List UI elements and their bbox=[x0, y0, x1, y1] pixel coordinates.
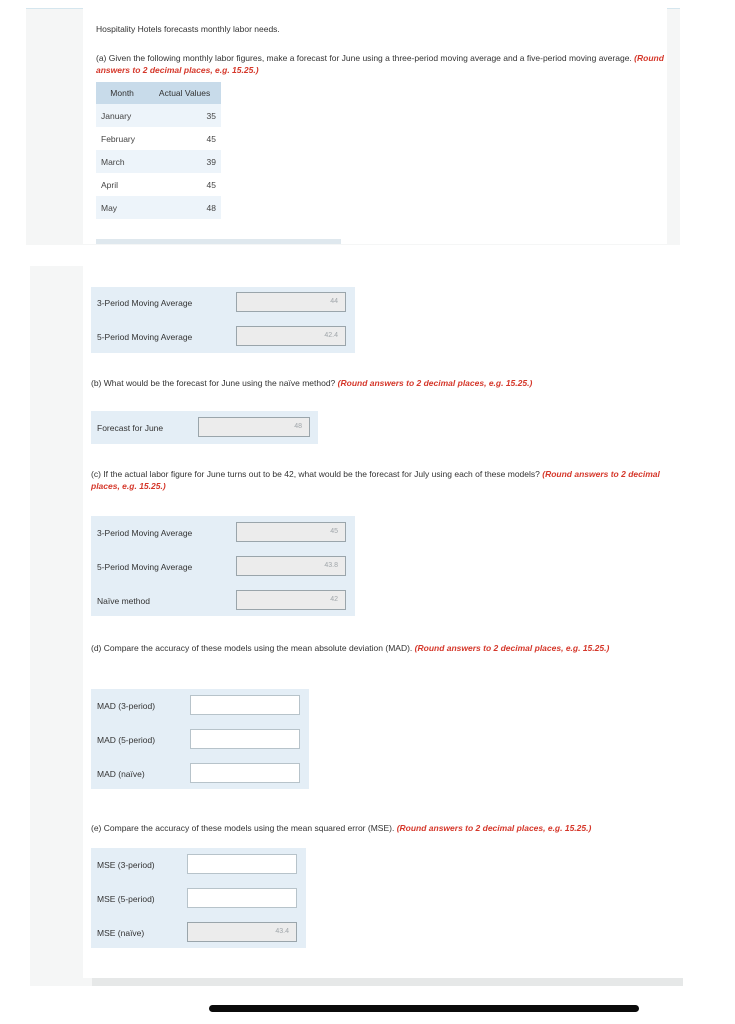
value-cell: 35 bbox=[148, 104, 221, 127]
table-row bbox=[96, 150, 221, 173]
answer-label-mse-3-period: MSE (3-period) bbox=[97, 860, 155, 870]
part-a-question bbox=[96, 52, 666, 76]
part-b-question bbox=[91, 377, 661, 389]
answer-input-mse-naive[interactable]: 43.4 bbox=[187, 922, 297, 942]
answer-label-july-3-period: 3-Period Moving Average bbox=[97, 528, 193, 538]
part-e-rounding: (Round answers to 2 decimal places, e.g. 15.25.) bbox=[396, 823, 592, 833]
answer-label-mad-3-period: MAD (3-period) bbox=[97, 701, 156, 711]
table-row bbox=[96, 173, 221, 196]
month-cell: March bbox=[96, 150, 148, 173]
answer-input-forecast-june[interactable]: 48 bbox=[198, 417, 310, 437]
table-row bbox=[96, 127, 221, 150]
value-cell: 48 bbox=[148, 196, 221, 219]
part-a-rounding: (Round answers to 2 decimal places, e.g. 15.25.) bbox=[96, 53, 664, 75]
month-cell: May bbox=[96, 196, 148, 219]
part-d-question bbox=[91, 642, 661, 654]
answer-label-mad-5-period: MAD (5-period) bbox=[97, 735, 156, 745]
answer-label-july-5-period: 5-Period Moving Average bbox=[97, 562, 193, 572]
answer-input-mse-3-period[interactable] bbox=[187, 854, 297, 874]
part-c-rounding: (Round answers to 2 decimal places, e.g. 15.25.) bbox=[91, 469, 660, 491]
answer-input-3-period[interactable]: 44 bbox=[236, 292, 346, 312]
section-divider bbox=[96, 239, 341, 244]
answer-label-5-period: 5-Period Moving Average bbox=[97, 332, 193, 342]
answer-label-mad-naive: MAD (naïve) bbox=[97, 769, 145, 779]
part-b-question-text: (b) What would be the forecast for June using the naïve method? bbox=[91, 378, 336, 388]
table-row bbox=[96, 104, 221, 127]
answer-input-5-period[interactable]: 42.4 bbox=[236, 326, 346, 346]
answer-input-july-naive[interactable]: 42 bbox=[236, 590, 346, 610]
part-e-question-text: (e) Compare the accuracy of these models using the mean squared error (MSE). bbox=[91, 823, 395, 833]
month-cell: January bbox=[96, 104, 148, 127]
part-b-rounding: (Round answers to 2 decimal places, e.g. 15.25.) bbox=[337, 378, 533, 388]
part-c-question-text: (c) If the actual labor figure for June turns out to be 42, what would be the forecast for July using each of these models? bbox=[91, 469, 540, 479]
intro-text: Hospitality Hotels forecasts monthly labor needs. bbox=[96, 24, 280, 34]
labor-table bbox=[96, 82, 221, 219]
answer-label-mse-5-period: MSE (5-period) bbox=[97, 894, 155, 904]
home-indicator[interactable] bbox=[209, 1005, 639, 1012]
answer-label-mse-naive: MSE (naïve) bbox=[97, 928, 145, 938]
part-a-question-text: (a) Given the following monthly labor figures, make a forecast for June using a three-period moving average and a five-period moving average. bbox=[96, 53, 632, 63]
part-e-question bbox=[91, 822, 661, 834]
month-cell: April bbox=[96, 173, 148, 196]
value-cell: 39 bbox=[148, 150, 221, 173]
month-cell: February bbox=[96, 127, 148, 150]
answer-label-july-naive: Naïve method bbox=[97, 596, 150, 606]
value-cell: 45 bbox=[148, 173, 221, 196]
part-d-rounding: (Round answers to 2 decimal places, e.g. 15.25.) bbox=[414, 643, 610, 653]
answer-input-july-5-period[interactable]: 43.8 bbox=[236, 556, 346, 576]
answer-input-july-3-period[interactable]: 45 bbox=[236, 522, 346, 542]
bottom-divider bbox=[92, 978, 683, 986]
answer-label-forecast-june: Forecast for June bbox=[97, 423, 164, 433]
col-month: Month bbox=[96, 82, 148, 104]
col-actual-values: Actual Values bbox=[148, 82, 221, 104]
answer-input-mad-5-period[interactable] bbox=[190, 729, 300, 749]
answer-input-mad-3-period[interactable] bbox=[190, 695, 300, 715]
part-c-question bbox=[91, 468, 661, 492]
answer-input-mad-naive[interactable] bbox=[190, 763, 300, 783]
value-cell: 45 bbox=[148, 127, 221, 150]
answer-input-mse-5-period[interactable] bbox=[187, 888, 297, 908]
answer-label-3-period: 3-Period Moving Average bbox=[97, 298, 193, 308]
part-d-question-text: (d) Compare the accuracy of these models using the mean absolute deviation (MAD). bbox=[91, 643, 413, 653]
table-row bbox=[96, 196, 221, 219]
